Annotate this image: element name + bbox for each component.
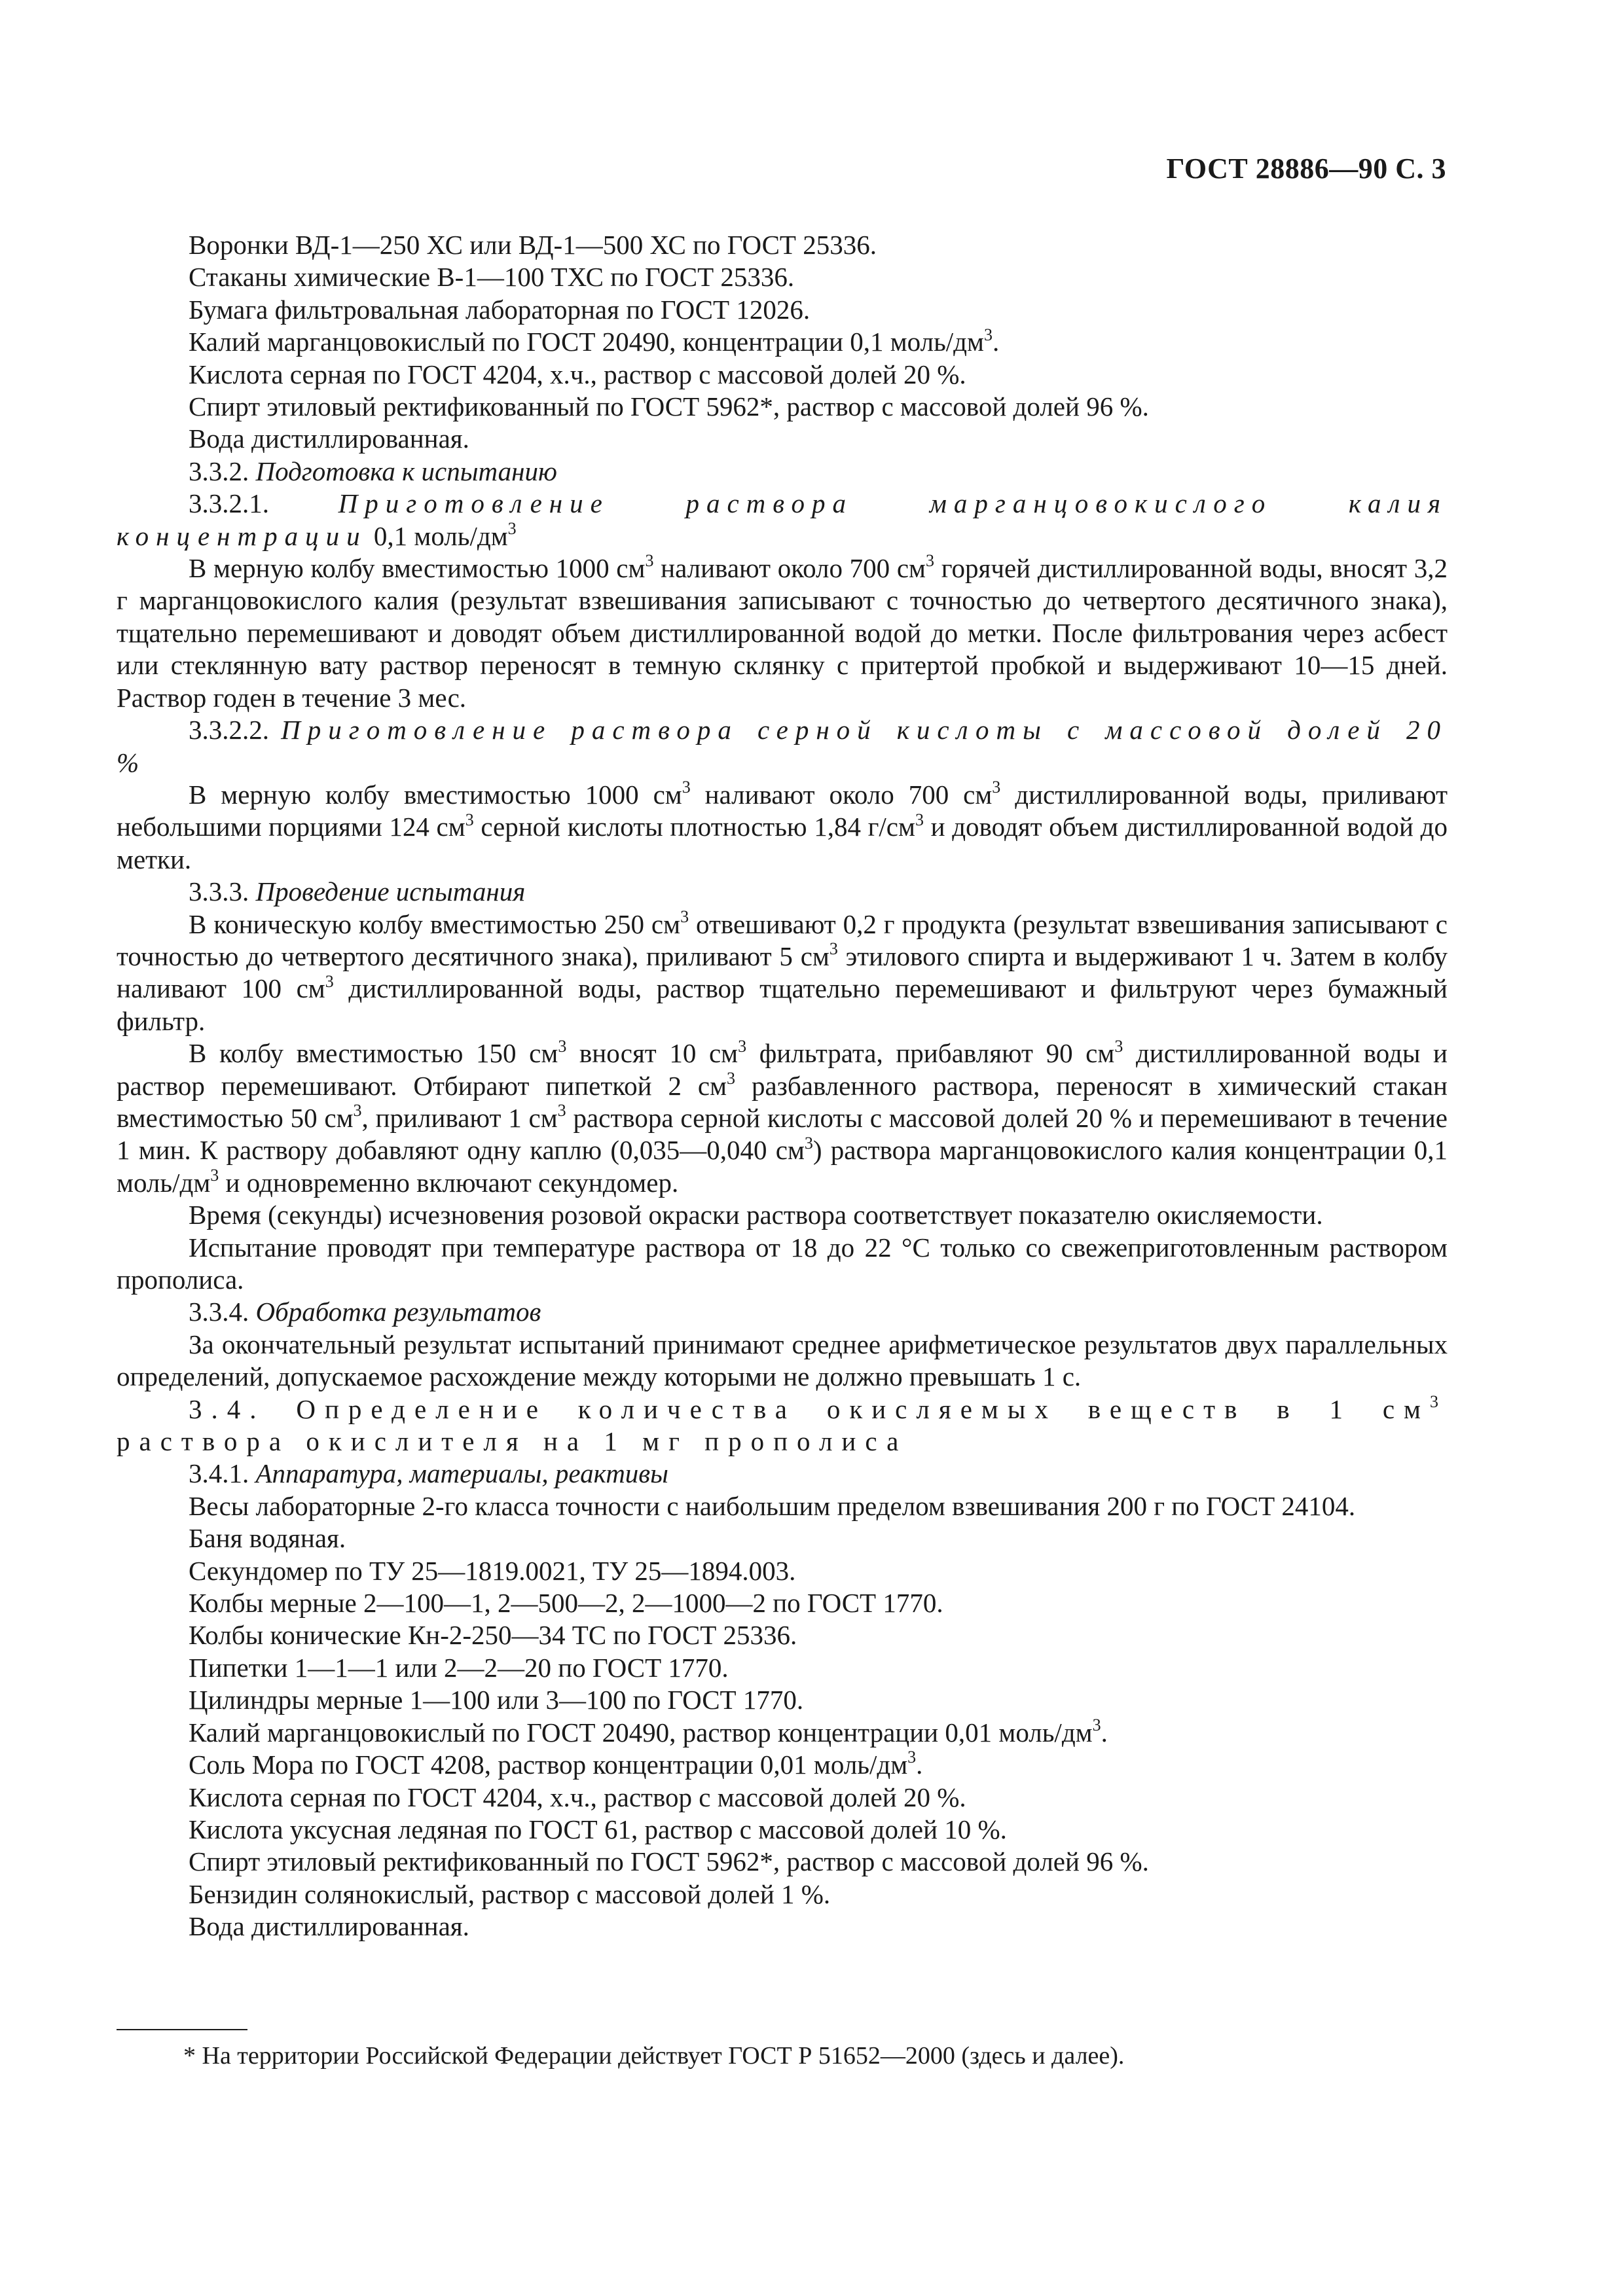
section-heading-3-3-3: 3.3.3. Проведение испытания: [189, 876, 526, 907]
list-item: Бензидин солянокислый, раствор с массовой долей 1 %.: [189, 1878, 831, 1909]
list-item: Спирт этиловый ректификованный по ГОСТ 5962*, раствор с массовой долей 96 %.: [189, 1846, 1149, 1877]
section-heading-3-3-4: 3.3.4. Обработка результатов: [189, 1297, 541, 1327]
list-item: Вода дистиллированная.: [189, 1911, 469, 1942]
list-item: Соль Мора по ГОСТ 4208, раствор концентрации 0,01 моль/$дм^3$.: [189, 1748, 923, 1780]
list-item: Кислота серная по ГОСТ 4204, х.ч., раствор с массовой долей 20 %.: [189, 359, 966, 389]
section-heading-3-4: 3.4. Определение количества окисляемых веществ в 1 $см^3$ раствора окислителя на 1 мг прополиса: [117, 1391, 1448, 1457]
page-header: ГОСТ 28886—90 С. 3: [1166, 152, 1446, 185]
paragraph: В мерную колбу вместимостью 1000 $см^3$ наливают около 700 $см^3$ дистиллированной воды, приливают небольшими порциями 124 $см^3$ серной кислоты плотностью 1,84 $г/см^3$ и доводят объем дистиллированной водой до метки.: [117, 778, 1448, 874]
paragraph: В колбу вместимостью 150 $см^3$ вносят 10 $см^3$ фильтрата, прибавляют 90 $см^3$ дистиллированной воды и раствор перемешивают. Отбирают пипеткой 2 $см^3$ разбавленного раствора, переносят в химический стакан вместимостью 50 $см^3$, приливают 1 $см^3$ раствора серной кислоты с массовой долей 20 % и перемешивают в течение 1 мин. К раствору добавляют одну каплю (0,035—0,040 $см^3$) раствора марганцовокислого калия концентрации 0,1 моль/$дм^3$ и одновременно включают секундомер.: [117, 1036, 1448, 1198]
section-heading-3-3-2-1: 3.3.2.1. Приготовление раствора марганцовокислого калия концентрации 0,1 моль/$дм^3$: [117, 488, 1448, 551]
list-item: Пипетки 1—1—1 или 2—2—20 по ГОСТ 1770.: [189, 1652, 729, 1683]
list-item: Секундомер по ТУ 25—1819.0021, ТУ 25—1894.003.: [189, 1555, 796, 1586]
section-heading-3-4-1: 3.4.1. Аппаратура, материалы, реактивы: [189, 1458, 668, 1489]
list-item: Баня водяная.: [189, 1523, 346, 1554]
list-item: Калий марганцовокислый по ГОСТ 20490, концентрации 0,1 моль/$дм^3$.: [189, 325, 1000, 357]
footnote: * На территории Российской Федерации действует ГОСТ Р 51652—2000 (здесь и далее).: [183, 2042, 1125, 2070]
list-item: Кислота уксусная ледяная по ГОСТ 61, раствор с массовой долей 10 %.: [189, 1814, 1007, 1844]
list-item: Колбы конические Кн-2-250—34 ТС по ГОСТ 25336.: [189, 1620, 797, 1651]
list-item: Колбы мерные 2—100—1, 2—500—2, 2—1000—2 по ГОСТ 1770.: [189, 1588, 943, 1619]
list-item: Калий марганцовокислый по ГОСТ 20490, раствор концентрации 0,01 моль/$дм^3$.: [189, 1715, 1108, 1748]
paragraph: В коническую колбу вместимостью 250 $см^3$ отвешивают 0,2 г продукта (результат взвешивания записывают с точностью до четвертого десятичного знака), приливают 5 $см^3$ этилового спирта и выдерживают 1 ч. Затем в колбу наливают 100 $см^3$ дистиллированной воды, раствор тщательно перемешивают и фильтруют через бумажный фильтр.: [117, 906, 1448, 1036]
list-item: Спирт этиловый ректификованный по ГОСТ 5962*, раствор с массовой долей 96 %.: [189, 391, 1149, 422]
paragraph: Время (секунды) исчезновения розовой окраски раствора соответствует показателю окисляемости.: [189, 1200, 1323, 1230]
section-heading-3-3-2-2: 3.3.2.2. Приготовление раствора серной кислоты с массовой долей 20 %: [117, 715, 1448, 778]
paragraph: Испытание проводят при температуре раствора от 18 до 22 °С только со свежеприготовленным раствором прополиса.: [117, 1232, 1448, 1295]
footnote-divider: [117, 2029, 247, 2030]
document-body: [117, 229, 1448, 1943]
list-item: Вода дистиллированная.: [189, 423, 469, 454]
list-item: Цилиндры мерные 1—100 или 3—100 по ГОСТ 1770.: [189, 1685, 804, 1715]
list-item: Воронки ВД-1—250 ХС или ВД-1—500 ХС по ГОСТ 25336.: [189, 230, 877, 260]
paragraph: В мерную колбу вместимостью 1000 $см^3$ наливают около 700 $см^3$ горячей дистиллированной воды, вносят 3,2 г марганцовокислого калия (результат взвешивания записывают с точностью до четвертого десятичного знака), тщательно перемешивают и доводят объем дистиллированной водой до метки. После фильтрования через асбест или стеклянную вату раствор переносят в темную склянку с притертой пробкой и выдерживают 10—15 дней. Раствор годен в течение 3 мес.: [117, 551, 1448, 713]
paragraph: Весы лабораторные 2-го класса точности с наибольшим пределом взвешивания 200 г по ГОСТ 24104.: [189, 1490, 1356, 1521]
section-heading-3-3-2: 3.3.2. Подготовка к испытанию: [189, 456, 557, 486]
list-item: Стаканы химические В-1—100 ТХС по ГОСТ 25336.: [189, 262, 795, 293]
list-item: Бумага фильтровальная лабораторная по ГОСТ 12026.: [189, 294, 811, 325]
paragraph: За окончательный результат испытаний принимают среднее арифметическое результатов двух параллельных определений, допускаемое расхождение между которыми не должно превышать 1 с.: [117, 1329, 1448, 1392]
list-item: Кислота серная по ГОСТ 4204, х.ч., раствор с массовой долей 20 %.: [189, 1782, 966, 1812]
